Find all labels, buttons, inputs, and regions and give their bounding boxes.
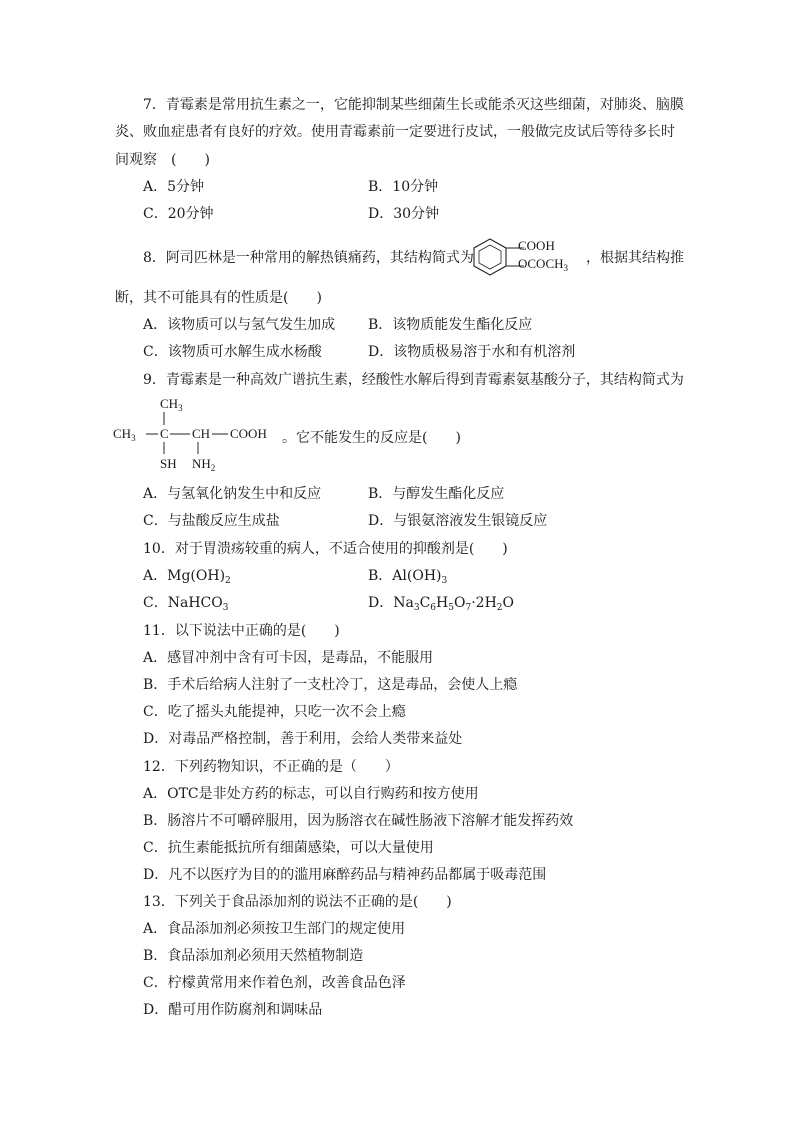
q10-option-b: B．$Al(OH)_3$ xyxy=(368,568,448,586)
f-ch3-left: $CH_3$ xyxy=(113,426,136,443)
q12-stem: 12．下列药物知识，不正确的是（ ） xyxy=(143,759,399,775)
q7-option-d: D．30分钟 xyxy=(368,206,440,222)
q10-option-c: C．NaHCO$_3$ xyxy=(143,595,229,613)
q12-option-b: B．肠溶片不可嚼碎服用，因为肠溶衣在碱性肠液下溶解才能发挥药效 xyxy=(143,813,574,829)
struct-ococh-text: OCOCH xyxy=(518,256,564,271)
q7-option-c: C．20分钟 xyxy=(143,206,214,222)
q13-option-b: B．食品添加剂必须用天然植物制造 xyxy=(143,948,364,964)
f-ch3-top: $CH_3$ xyxy=(160,396,183,413)
q8-stem-part1: 8．阿司匹林是一种常用的解热镇痛药，其结构简式为 xyxy=(143,250,474,266)
q10-option-a: A．$Mg(OH)_2$ xyxy=(143,568,231,586)
q13-stem: 13．下列关于食品添加剂的说法不正确的是( ) xyxy=(143,894,452,910)
q12-option-d: D．凡不以医疗为目的的滥用麻醉药品与精神药品都属于吸毒范围 xyxy=(143,867,547,883)
struct-ococh-sub: 3 xyxy=(563,263,569,273)
q12-option-a: A．OTC是非处方药的标志，可以自行购药和按方使用 xyxy=(143,786,479,802)
f-cooh: COOH xyxy=(230,426,267,441)
q7-option-b: B．10分钟 xyxy=(368,179,439,195)
q8-option-c: C．该物质可水解生成水杨酸 xyxy=(143,344,322,360)
q8-stem-part2: ，根据其结构推 xyxy=(586,250,684,266)
q10-option-d: D．$Na_3C_6H_5O_7\cdot 2H_2O$ xyxy=(368,595,515,613)
q7-stem-line2: 炎、败血症患者有良好的疗效。使用青霉素前一定要进行皮试，一般做完皮试后等待多长时 xyxy=(115,124,675,140)
q11-option-c: C．吃了摇头丸能提神，只吃一次不会上瘾 xyxy=(143,704,406,720)
struct-ococh3 xyxy=(518,256,568,272)
f-ch: CH xyxy=(192,426,211,441)
q13-option-d: D．醋可用作防腐剂和调味品 xyxy=(143,1002,323,1018)
f-c: C xyxy=(160,426,169,441)
q11-option-d: D．对毒品严格控制，善于利用，会给人类带来益处 xyxy=(143,731,463,747)
q11-stem: 11．以下说法中正确的是( ) xyxy=(143,623,340,639)
q9-stem-tail: 。它不能发生的反应是( ) xyxy=(282,430,461,446)
q7-option-a: A．5分钟 xyxy=(143,179,205,195)
q9-option-b: B．与醇发生酯化反应 xyxy=(368,486,505,502)
q11-option-b: B．手术后给病人注射了一支杜冷丁，这是毒品，会使人上瘾 xyxy=(143,677,518,693)
q7-stem-line1: 7．青霉素是常用抗生素之一，它能抑制某些细菌生长或能杀灭这些细菌，对肺炎、脑膜 xyxy=(143,97,684,113)
q10-stem: 10．对于胃溃疡较重的病人，不适合使用的抑酸剂是( ) xyxy=(143,541,508,557)
f-nh2: $NH_2$ xyxy=(192,456,216,473)
q8-stem-line2: 断，其不可能具有的性质是( ) xyxy=(115,290,322,306)
q11-option-a: A．感冒冲剂中含有可卡因，是毒品，不能服用 xyxy=(143,650,434,666)
q9-option-c: C．与盐酸反应生成盐 xyxy=(143,513,280,529)
q12-option-c: C．抗生素能抵抗所有细菌感染，可以大量使用 xyxy=(143,840,434,856)
q7-stem-line3: 间观察 ( ) xyxy=(115,152,210,168)
q9-option-d: D．与银氨溶液发生银镜反应 xyxy=(368,513,548,529)
q8-option-a: A．该物质可以与氢气发生加成 xyxy=(143,317,336,333)
struct-cooh: COOH xyxy=(518,238,555,253)
f-sh: SH xyxy=(160,456,177,471)
q13-option-a: A．食品添加剂必须按卫生部门的规定使用 xyxy=(143,921,406,937)
q13-option-c: C．柠檬黄常用来作着色剂，改善食品色泽 xyxy=(143,975,406,991)
q9-option-a: A．与氢氧化钠发生中和反应 xyxy=(143,486,322,502)
q9-stem-line1: 9．青霉素是一种高效广谱抗生素，经酸性水解后得到青霉素氨基酸分子，其结构简式为 xyxy=(143,372,684,388)
q8-option-b: B．该物质能发生酯化反应 xyxy=(368,317,533,333)
q8-option-d: D．该物质极易溶于水和有机溶剂 xyxy=(368,344,576,360)
